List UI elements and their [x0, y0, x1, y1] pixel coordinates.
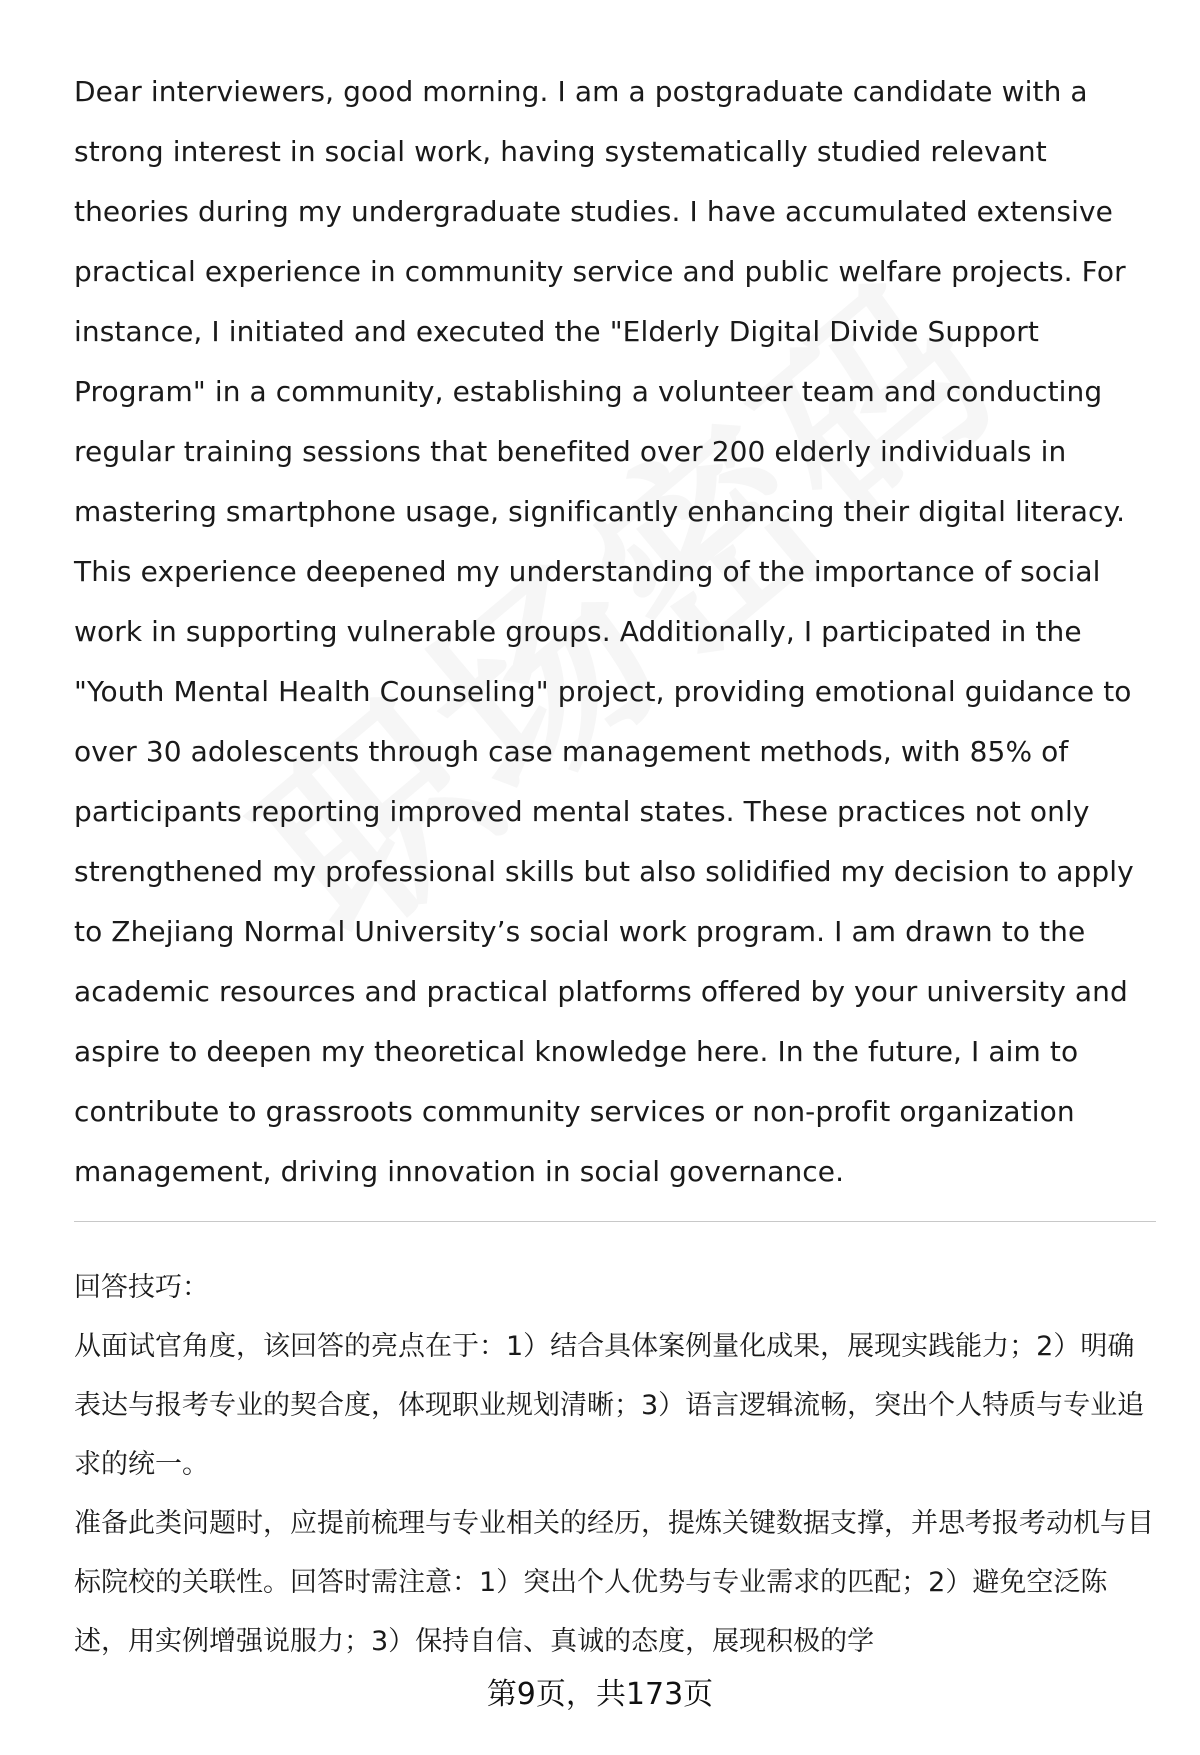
tips-heading: 回答技巧：	[74, 1272, 209, 1303]
tips-paragraph-preparation: 准备此类问题时，应提前梳理与专业相关的经历，提炼关键数据支撑，并思考报考动机与目标院校的关联性。回答时需注意：1）突出个人优势与专业需求的匹配；2）避免空泛陈述，用实例增强说服力；3）保持自信、真诚的态度，展现积极的学	[74, 1508, 1154, 1657]
page-number: 第9页，共173页	[486, 1677, 714, 1712]
answer-paragraph: Dear interviewers, good morning. I am a postgraduate candidate with a strong interest in social work, having systematically studied relevant theories during my undergraduate studies. I have accumulated extensive practical experience in community service and public welfare projects. For instance, I initiated and executed the "Elderly Digital Divide Support Program" in a community, establishing a volunteer team and conducting regular training sessions that benefited over 200 elderly individuals in mastering smartphone usage, significantly enhancing their digital literacy. This experience deepened my understanding of the importance of social work in supporting vulnerable groups. Additionally, I participated in the "Youth Mental Health Counseling" project, providing emotional guidance to over 30 adolescents through case management methods, with 85% of participants reporting improved mental states. These practices not only strengthened my professional skills but also solidified my decision to apply to Zhejiang Normal University’s social work program. I am drawn to the academic resources and practical platforms offered by your university and aspire to deepen my theoretical knowledge here. In the future, I aim to contribute to grassroots community services or non-profit organization management, driving innovation in social governance.	[74, 75, 1134, 1188]
section-divider	[74, 1221, 1156, 1222]
tips-section	[74, 1258, 1160, 1671]
tips-paragraph-highlights: 从面试官角度，该回答的亮点在于：1）结合具体案例量化成果，展现实践能力；2）明确表达与报考专业的契合度，体现职业规划清晰；3）语言逻辑流畅，突出个人特质与专业追求的统一。	[74, 1331, 1145, 1480]
